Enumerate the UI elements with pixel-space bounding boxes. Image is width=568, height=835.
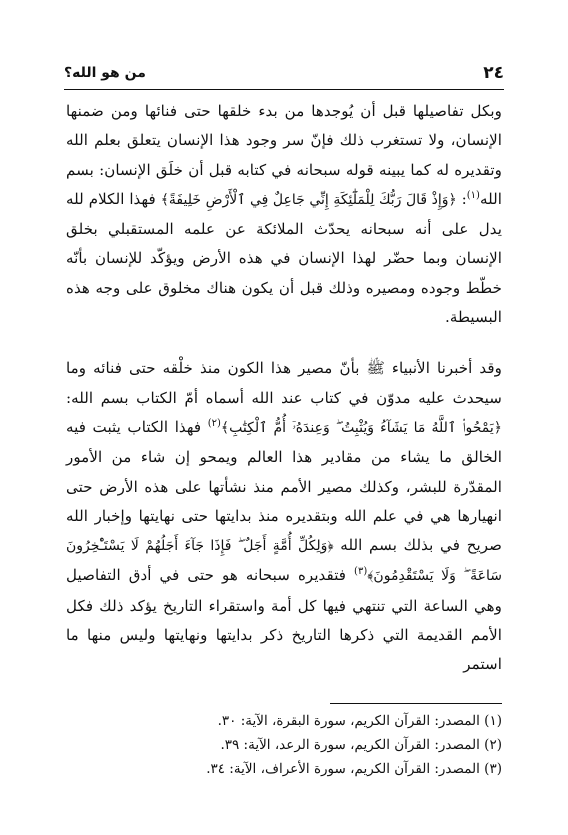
paragraph-text: فهذا الكلام لله يدل على أنه سبحانه يحدّث الملائكة عن علمه المستقبلي بخلق الإنسان وبما حضّر لهذا الإنسان في هذه الأرض ويؤكّد للإنسان بأنّه خطّط وجوده ومصيره وذلك قبل أن يكون هناك مخلوق على وجه هذه البسيطة. — [66, 189, 502, 327]
body-text — [66, 97, 502, 680]
quran-verse: ﴿يَمْحُوا۟ ٱللَّهُ مَا يَشَآءُ وَيُثْبِتُ ۖ وَعِندَهُۥٓ أُمُّ ٱلْكِتَٰبِ﴾ — [220, 419, 502, 436]
footnotes — [66, 709, 502, 781]
footnote: (٢) المصدر: القرآن الكريم، سورة الرعد، الآية: ٣٩. — [220, 737, 502, 753]
paragraph-text: فتقديره سبحانه هو حتى في أدق التفاصيل وهي الساعة التي تنتهي فيها كل أمة واستقراء التاريخ يؤكد ذلك فكل الأمم القديمة التي ذكرها التاريخ ذكر بدايتها ونهايتها وليس منها ما استمر — [66, 566, 502, 674]
quran-verse: ﴿وَإِذْ قَالَ رَبُّكَ لِلْمَلَٰٓئِكَةِ إِنِّي جَاعِلٌ فِي ٱلْأَرْضِ خَلِيفَةً﴾ — [160, 191, 457, 208]
paragraph-text: فهذا الكتاب يثبت فيه الخالق ما يشاء من مقادير هذا العالم ويمحو إن شاء من الأمور المقدّرة للبشر، وكذلك مصير الأمم منذ نشأتها على هذه الأرض حتى انهيارها هي في علم الله وبتقديره منذ بدايتها حتى نهايتها وإخبار الله صريح في بذلك بسم الله — [66, 417, 502, 555]
footnote-marker: (٢) — [207, 417, 221, 429]
page-number: ٢٤ — [483, 63, 504, 83]
footnote-marker: (١) — [466, 189, 480, 201]
quran-verse: ﴿وَلِكُلِّ أُمَّةٍ أَجَلٌ ۖ فَإِذَا جَآءَ أَجَلُهُمْ لَا يَسْتَـْٔخِرُونَ سَاعَةً ۖ وَلَا يَسْتَقْدِمُونَ﴾ — [66, 538, 502, 585]
running-title: من هو الله؟ — [64, 65, 146, 81]
footnote: (١) المصدر: القرآن الكريم، سورة البقرة، الآية: ٣٠. — [217, 713, 502, 729]
footnote-marker: (٣) — [354, 566, 368, 578]
paragraph-text: وبكل تفاصيلها قبل أن يُوجدها من بدء خلقها حتى فنائها ومن ضمنها الإنسان، ولا تستغرب ذلك فإنّ سر وجود هذا الإنسان يتعلق بعلم الله وتقديره له كما يبينه قوله سبحانه في كتابه قبل أن خلَق الإنسان: بسم الله — [66, 102, 502, 208]
page-header — [64, 63, 504, 87]
paragraph-text: وقد أخبرنا الأنبياء ﷺ بأنّ مصير هذا الكون منذ خلْقه حتى فنائه وما سيحدث عليه مدوّن في كتاب عند الله أسماه أمّ الكتاب بسم الله: — [66, 359, 502, 407]
paragraph-1 — [66, 97, 502, 332]
paragraph-text: : — [456, 189, 467, 208]
footnote-rule — [330, 703, 502, 704]
header-rule — [64, 89, 504, 90]
footnote: (٣) المصدر: القرآن الكريم، سورة الأعراف، الآية: ٣٤. — [206, 761, 502, 777]
paragraph-2 — [66, 354, 502, 679]
